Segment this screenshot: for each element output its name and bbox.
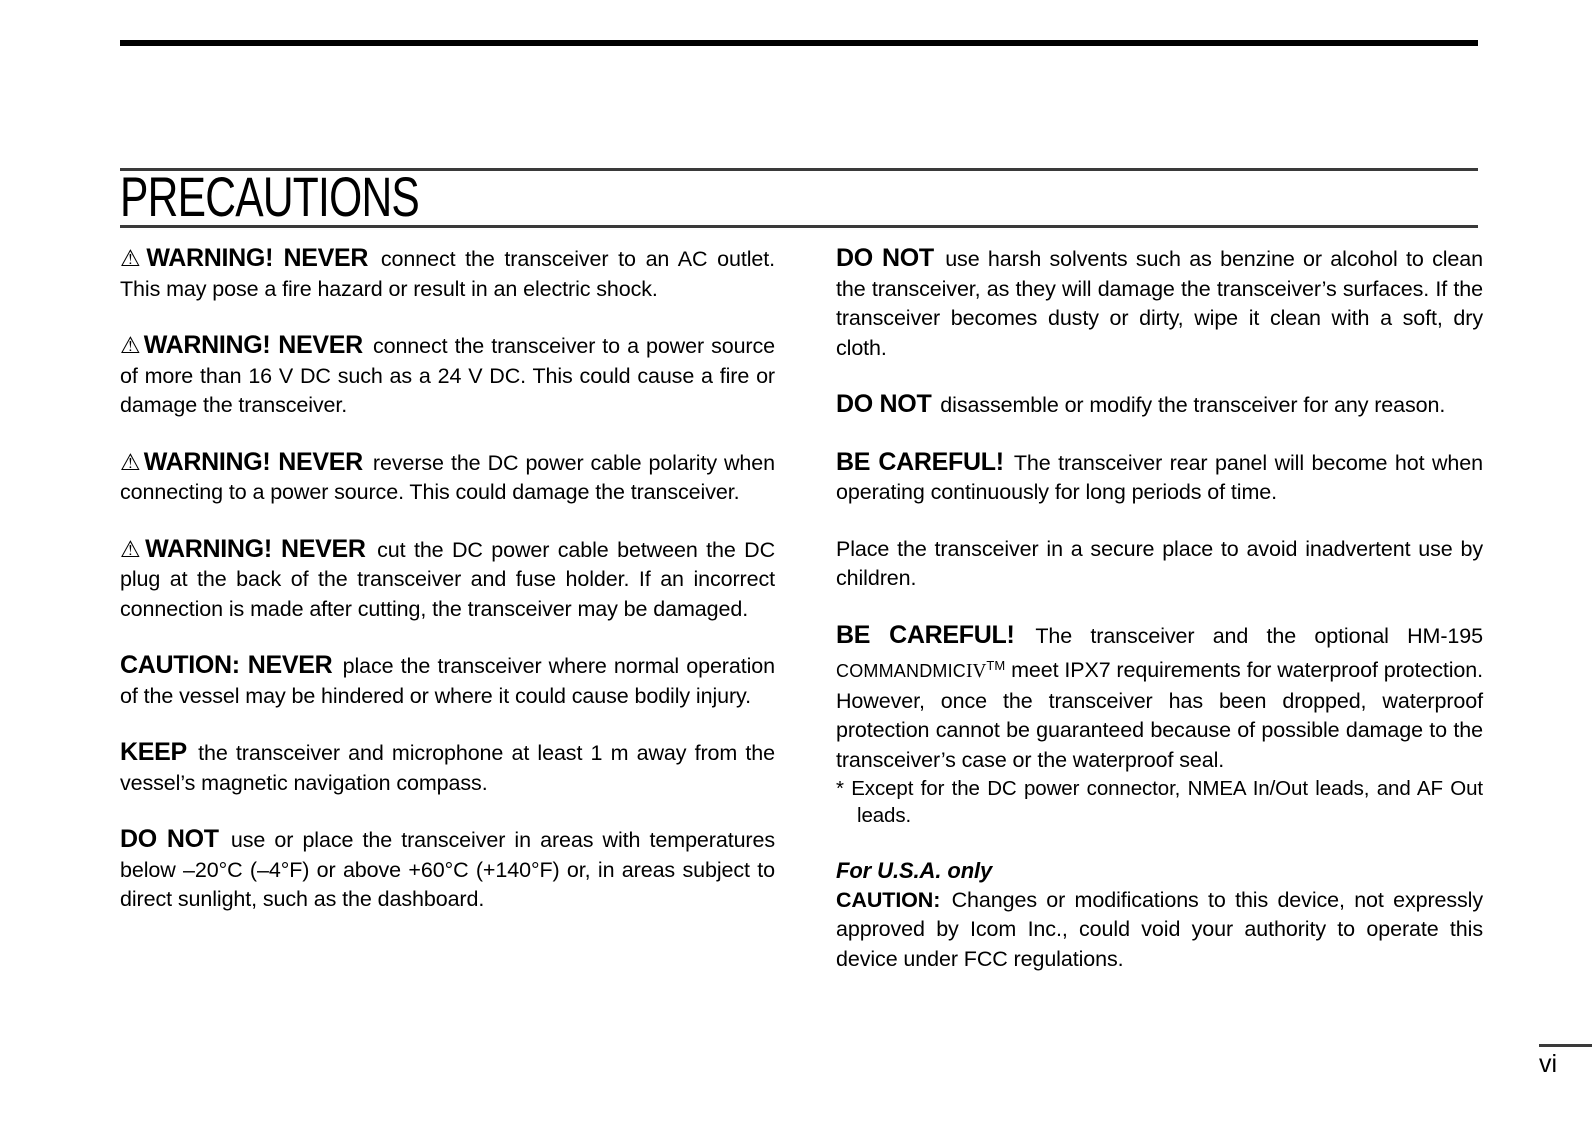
waterproof-footnote: * Except for the DC power connector, NMEA In/Out leads, and AF Out leads. <box>836 777 1483 827</box>
paragraph-lead: BE CAREFUL! <box>836 620 1015 649</box>
commandmic-brand-text: COMMANDMIC <box>836 661 966 681</box>
commandmic-numeral: IV <box>966 661 987 682</box>
paragraph-body: connect the transceiver to an AC outlet. This may pose a fire hazard or result in an electric shock. <box>120 247 776 301</box>
paragraph-body: Place the transceiver in a secure place to avoid inadvertent use by children. <box>836 536 1483 590</box>
top-rule <box>120 40 1478 46</box>
paragraph-body-end: meet IPX7 requirements for waterproof protection. However, once the transceiver has been dropped, waterproof protection cannot be guaranteed because of possible damage to the transceiver’s case or the waterproof seal. <box>836 658 1483 772</box>
paragraph-lead: CAUTION: NEVER <box>120 651 333 679</box>
paragraph-lead: WARNING! NEVER <box>143 331 363 359</box>
paragraph-lead: WARNING! NEVER <box>143 447 363 476</box>
warning-triangle-icon: ⚠ <box>120 246 145 272</box>
warning-triangle-icon: ⚠ <box>120 333 142 359</box>
paragraph-body: Changes or modifications to this device, not expressly approved by Icom Inc., could void your authority to operate this device under FCC regulations. <box>836 887 1484 971</box>
paragraph-body: the transceiver and microphone at least 1 m away from the vessel’s magnetic navigation compass. <box>120 741 776 795</box>
warning-paragraph-3 <box>120 448 775 508</box>
usa-only-section <box>836 856 1483 974</box>
paragraph-lead: DO NOT <box>836 244 934 272</box>
do-not-temperature-paragraph <box>120 825 775 915</box>
usa-only-heading: For U.S.A. only <box>836 858 993 883</box>
warning-triangle-icon: ⚠ <box>120 536 144 563</box>
caution-never-paragraph <box>120 651 775 711</box>
be-careful-hot-paragraph <box>836 448 1483 508</box>
paragraph-lead: WARNING! NEVER <box>145 534 366 563</box>
paragraph-body: cut the DC power cable between the DC plug at the back of the transceiver and fuse holder. If an incorrect connection is made after cutting, the transceiver may be damaged. <box>120 537 775 621</box>
do-not-solvents-paragraph <box>836 244 1483 363</box>
right-column <box>836 244 1483 974</box>
page-title: PRECAUTIONS <box>120 165 420 228</box>
page-number: vi <box>1539 1050 1558 1078</box>
warning-paragraph-2 <box>120 331 775 421</box>
keep-paragraph <box>120 738 775 798</box>
paragraph-lead: KEEP <box>120 738 187 766</box>
paragraph-body: use harsh solvents such as benzine or alcohol to clean the transceiver, as they will damage the transceiver’s surfaces. If the transceiver becomes dusty or dirty, wipe it clean with a soft, dry cloth. <box>836 247 1483 360</box>
paragraph-lead: BE CAREFUL! <box>836 447 1004 476</box>
warning-paragraph-1 <box>120 244 775 304</box>
paragraph-body: connect the transceiver to a power source of more than 16 V DC such as a 24 V DC. This could cause a fire or damage the transceiver. <box>120 334 775 417</box>
paragraph-lead: DO NOT <box>120 825 219 853</box>
trademark-symbol: TM <box>986 658 1006 673</box>
paragraph-body: place the transceiver where normal operation of the vessel may be hindered or where it could cause bodily injury. <box>120 654 775 708</box>
left-column <box>120 244 775 942</box>
title-block <box>120 165 1478 228</box>
warning-triangle-icon: ⚠ <box>120 449 142 476</box>
paragraph-body: reverse the DC power cable polarity when connecting to a power source. This could damage the transceiver. <box>120 450 776 504</box>
fcc-caution-paragraph <box>836 886 1483 975</box>
paragraph-body: use or place the transceiver in areas with temperatures below –20°C (–4°F) or above +60°C (+140°F) or, in areas subject to direct sunlight, such as the dashboard. <box>120 828 775 911</box>
be-careful-waterproof-section <box>836 621 1483 830</box>
paragraph-body: disassemble or modify the transceiver for any reason. <box>940 393 1446 417</box>
be-careful-waterproof-paragraph <box>836 621 1483 776</box>
paragraph-body: The transceiver rear panel will become hot when operating continuously for long periods of time. <box>836 450 1483 504</box>
paragraph-lead: CAUTION: <box>836 887 941 912</box>
paragraph-lead: WARNING! NEVER <box>146 244 369 272</box>
secure-place-paragraph <box>836 535 1483 594</box>
do-not-disassemble-paragraph <box>836 390 1483 421</box>
warning-paragraph-4 <box>120 535 775 625</box>
paragraph-body-start: The transceiver and the optional HM-195 <box>1035 623 1483 648</box>
paragraph-lead: DO NOT <box>836 390 932 418</box>
page-number-rule <box>1539 1044 1592 1047</box>
